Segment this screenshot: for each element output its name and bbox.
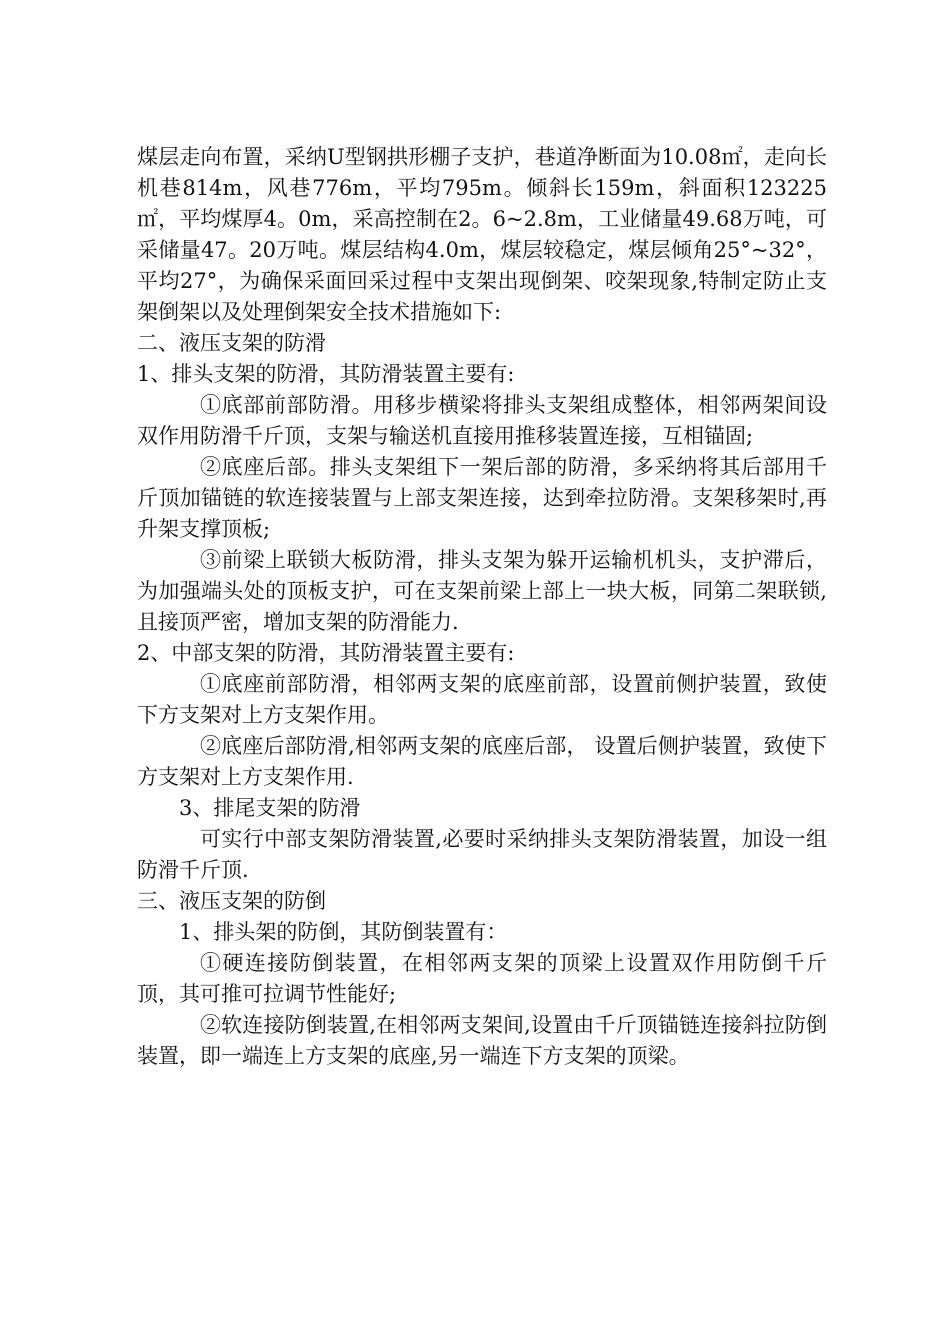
- subheading-head-support-anti-topple: 1、排头架的防倒，其防倒装置有：: [179, 920, 508, 944]
- subheading-head-support-anti-slip: 1、排头支架的防滑，其防滑装置主要有:: [137, 362, 515, 386]
- list-item: ①底部前部防滑。用移步横梁将排头支架组成整体，相邻两架间设双作用防滑千斤顶，支架与输送机直接用推移装置连接，互相锚固;: [137, 393, 827, 448]
- list-item: ②底座后部。排头支架组下一架后部的防滑，多采纳将其后部用千斤顶加锚链的软连接装置与上部支架连接，达到牵拉防滑。支架移架时,再升架支撑顶板;: [137, 455, 827, 541]
- list-item: ①硬连接防倒装置，在相邻两支架的顶梁上设置双作用防倒千斤顶，其可推可拉调节性能好;: [137, 951, 827, 1006]
- subheading-middle-support-anti-slip: 2、中部支架的防滑，其防滑装置主要有:: [137, 641, 515, 665]
- document-page: [137, 142, 827, 1072]
- list-item: ③前梁上联锁大板防滑，排头支架为躲开运输机机头，支护滞后，为加强端头处的顶板支护，可在支架前梁上部上一块大板，同第二架联锁,且接顶严密，增加支架的防滑能力.: [137, 548, 827, 634]
- list-item: ①底座前部防滑，相邻两支架的底座前部，设置前侧护装置，致使下方支架对上方支架作用。: [137, 672, 827, 727]
- intro-paragraph: 煤层走向布置，采纳U型钢拱形棚子支护，巷道净断面为10.08㎡，走向长机巷814m，风巷776m，平均795m。倾斜长159m，斜面积123225㎡，平均煤厚4。0m，采高控制在2。6~2.8m，工业储量49.68万吨，可采储量47。20万吨。煤层结构4.0m，煤层较稳定，煤层倾角25°~32°，平均27°，为确保采面回采过程中支架出现倒架、咬架现象,特制定防止支架倒架以及处理倒架安全技术措施如下:: [137, 145, 827, 324]
- list-item: ②底座后部防滑,相邻两支架的底座后部， 设置后侧护装置，致使下方支架对上方支架作用.: [137, 734, 827, 789]
- section-heading-anti-slip: 二、液压支架的防滑: [137, 331, 326, 355]
- subheading-tail-support-anti-slip: 3、排尾支架的防滑: [179, 796, 361, 820]
- section-heading-anti-topple: 三、液压支架的防倒: [137, 889, 326, 913]
- list-item: 可实行中部支架防滑装置,必要时采纳排头支架防滑装置，加设一组防滑千斤顶.: [137, 827, 827, 882]
- list-item: ②软连接防倒装置,在相邻两支架间,设置由千斤顶锚链连接斜拉防倒装置，即一端连上方支架的底座,另一端连下方支架的顶梁。: [137, 1013, 827, 1068]
